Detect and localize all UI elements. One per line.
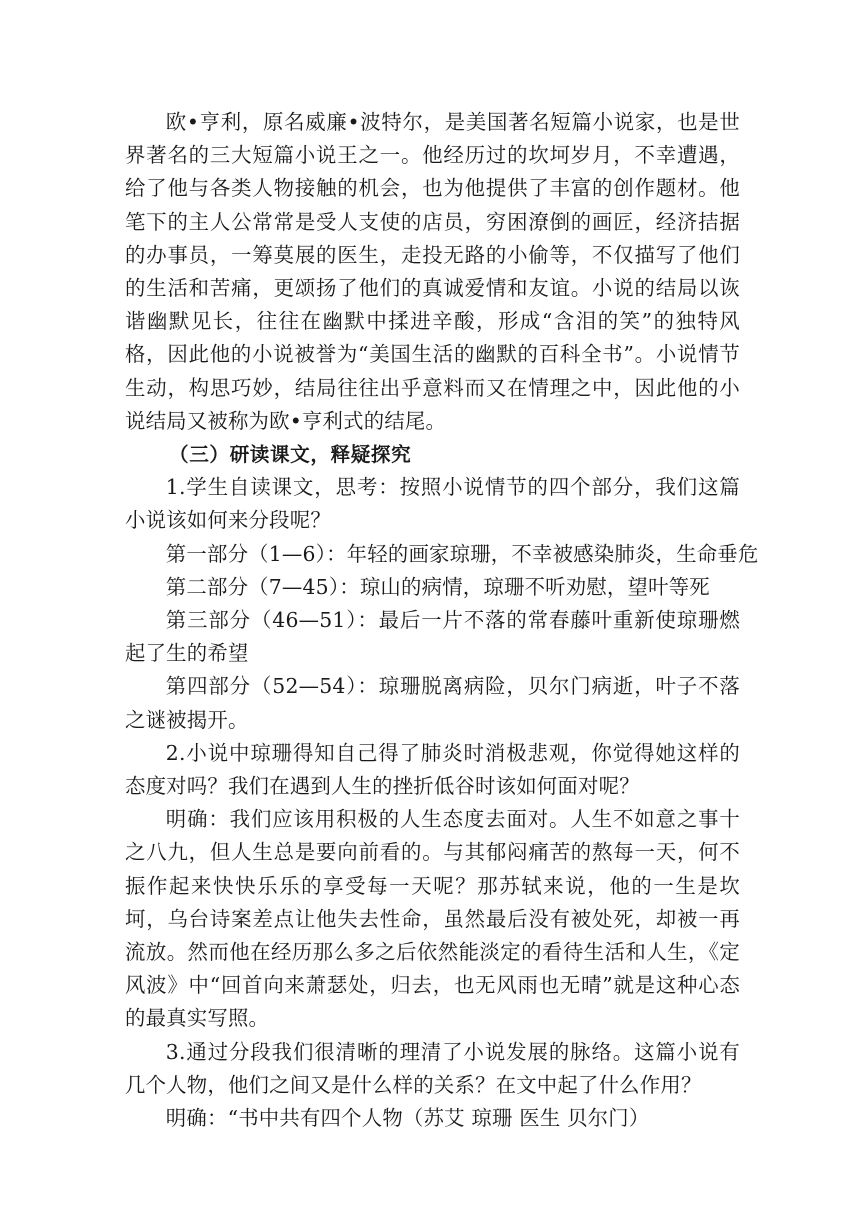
question-3: 3.通过分段我们很清晰的理清了小说发展的脉络。这篇小说有几个人物，他们之间又是什么样的关系？在文中起了什么作用？ <box>125 1039 740 1097</box>
part-2-summary: 第二部分（7—45）：琼山的病情，琼珊不听劝慰，望叶等死 <box>165 574 710 599</box>
author-intro-paragraph: 欧•亨利，原名威廉•波特尔，是美国著名短篇小说家，也是世界著名的三大短篇小说王之一。他经历过的坎坷岁月，不幸遭遇，给了他与各类人物接触的机会，也为他提供了丰富的创作题材。他笔下的主人公常常是受人支使的店员，穷困潦倒的画匠，经济拮据的办事员，一筹莫展的医生，走投无路的小偷等，不仅描写了他们的生活和苦痛，更颂扬了他们的真诚爱情和友谊。小说的结局以诙谐幽默见长，往往在幽默中揉进辛酸，形成“含泪的笑”的独特风格，因此他的小说被誉为“美国生活的幽默的百科全书”。小说情节生动，构思巧妙，结局往往出乎意料而又在情理之中，因此他的小说结局又被称为欧•亨利式的结尾。 <box>125 110 740 433</box>
document-body <box>125 106 759 1135</box>
section-heading: （三）研读课文，释疑探究 <box>169 443 412 467</box>
answer-3: 明确：“书中共有四个人物（苏艾 琼珊 医生 贝尔门） <box>165 1106 650 1131</box>
part-4-summary: 第四部分（52—54）：琼珊脱离病险，贝尔门病逝，叶子不落之谜被揭开。 <box>125 674 740 732</box>
answer-2: 明确：我们应该用积极的人生态度去面对。人生不如意之事十之八九，但人生总是要向前看的。与其郁闷痛苦的熬每一天，何不振作起来快快乐乐的享受每一天呢？那苏轼来说，他的一生是坎坷，乌台诗案差点让他失去性命，虽然最后没有被处死，却被一再流放。然而他在经历那么多之后依然能淡定的看待生活和人生，《定风波》中“回首向来萧瑟处，归去，也无风雨也无晴”就是这种心态的最真实写照。 <box>125 807 740 1031</box>
part-1-summary: 第一部分（1—6）：年轻的画家琼珊，不幸被感染肺炎，生命垂危 <box>165 541 759 566</box>
question-2: 2.小说中琼珊得知自己得了肺炎时消极悲观，你觉得她这样的态度对吗？我们在遇到人生的挫折低谷时该如何面对呢？ <box>125 740 740 799</box>
question-1: 1.学生自读课文，思考：按照小说情节的四个部分，我们这篇小说该如何来分段呢？ <box>125 475 740 533</box>
part-3-summary: 第三部分（46—51）：最后一片不落的常春藤叶重新使琼珊燃起了生的希望 <box>125 608 740 666</box>
